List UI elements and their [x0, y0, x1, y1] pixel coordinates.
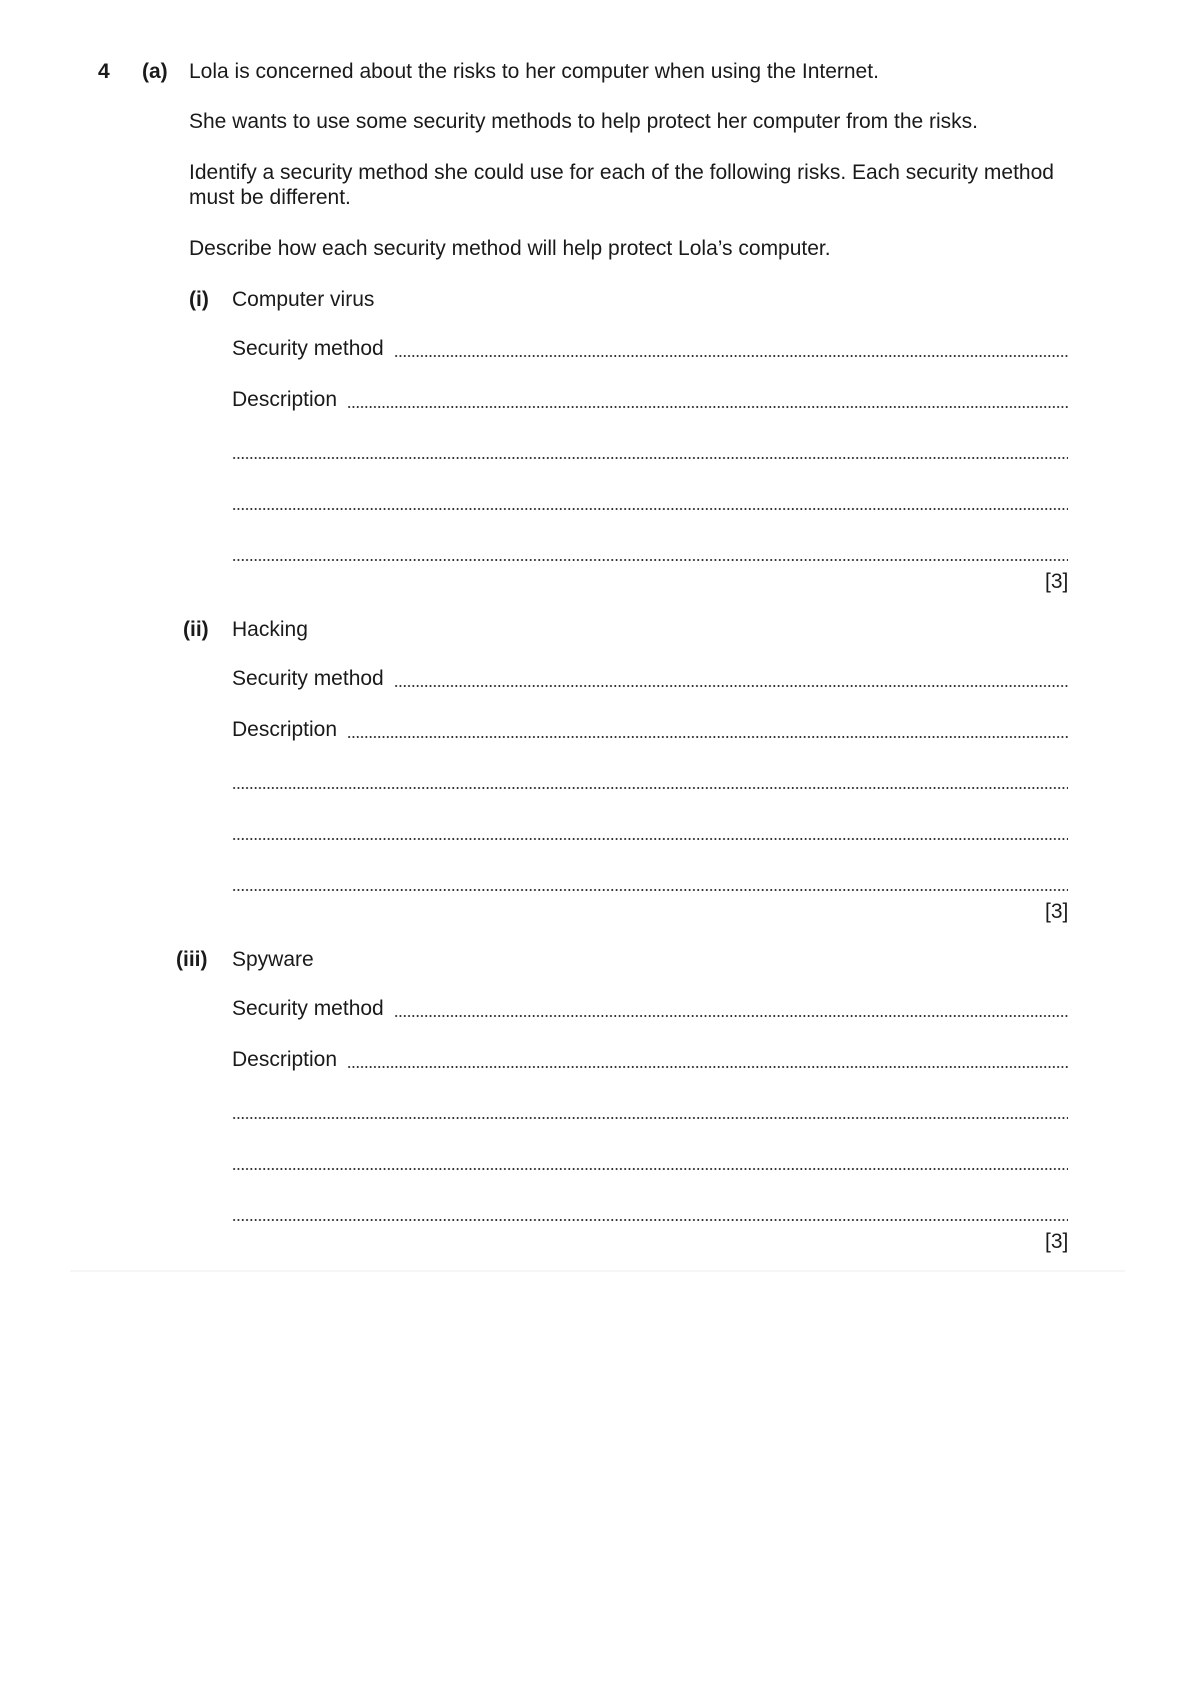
description-answer-line[interactable]	[232, 386, 1068, 412]
question-context: She wants to use some security methods to help protect her computer from the risks.	[189, 110, 979, 133]
security-method-label: Security method	[232, 667, 384, 690]
description-answer-line[interactable]	[232, 716, 1068, 742]
security-method-label: Security method	[232, 997, 384, 1020]
security-method-answer-line[interactable]	[232, 335, 1068, 361]
description-label: Description	[232, 388, 338, 411]
answer-dots	[394, 685, 1068, 687]
subpart-title: Computer virus	[232, 288, 375, 311]
description-answer-line[interactable]	[232, 1046, 1068, 1072]
answer-line[interactable]	[232, 437, 1068, 463]
answer-dots	[232, 1168, 1068, 1170]
subpart-title: Spyware	[232, 948, 314, 971]
answer-dots	[232, 559, 1068, 561]
answer-dots	[232, 787, 1068, 789]
subpart-numeral: (iii)	[176, 948, 208, 971]
answer-line[interactable]	[232, 1148, 1068, 1174]
subpart-numeral: (ii)	[183, 618, 209, 641]
answer-dots	[347, 736, 1068, 738]
question-intro: Lola is concerned about the risks to her computer when using the Internet.	[189, 60, 879, 83]
answer-dots	[232, 457, 1068, 459]
answer-line[interactable]	[232, 818, 1068, 844]
answer-dots	[347, 406, 1068, 408]
answer-dots	[347, 1066, 1068, 1068]
subpart-numeral: (i)	[189, 288, 209, 311]
marks-label: [3]	[1045, 570, 1069, 593]
answer-dots	[232, 889, 1068, 891]
answer-line[interactable]	[232, 488, 1068, 514]
answer-dots	[394, 1015, 1068, 1017]
answer-dots	[232, 508, 1068, 510]
subpart-title: Hacking	[232, 618, 308, 641]
question-number: 4	[98, 60, 110, 83]
answer-dots	[232, 1117, 1068, 1119]
marks-label: [3]	[1045, 900, 1069, 923]
answer-line[interactable]	[232, 1199, 1068, 1225]
question-instruction: Identify a security method she could use for each of the following risks. Each security method must be different.	[189, 161, 1054, 209]
answer-line[interactable]	[232, 1097, 1068, 1123]
answer-line[interactable]	[232, 767, 1068, 793]
security-method-answer-line[interactable]	[232, 665, 1068, 691]
page-divider	[70, 1270, 1125, 1272]
question-describe: Describe how each security method will help protect Lola’s computer.	[189, 237, 831, 260]
part-label: (a)	[142, 60, 168, 83]
security-method-answer-line[interactable]	[232, 995, 1068, 1021]
answer-dots	[394, 355, 1068, 357]
answer-line[interactable]	[232, 539, 1068, 565]
marks-label: [3]	[1045, 1230, 1069, 1253]
answer-line[interactable]	[232, 869, 1068, 895]
description-label: Description	[232, 1048, 338, 1071]
answer-dots	[232, 1219, 1068, 1221]
description-label: Description	[232, 718, 338, 741]
security-method-label: Security method	[232, 337, 384, 360]
answer-dots	[232, 838, 1068, 840]
